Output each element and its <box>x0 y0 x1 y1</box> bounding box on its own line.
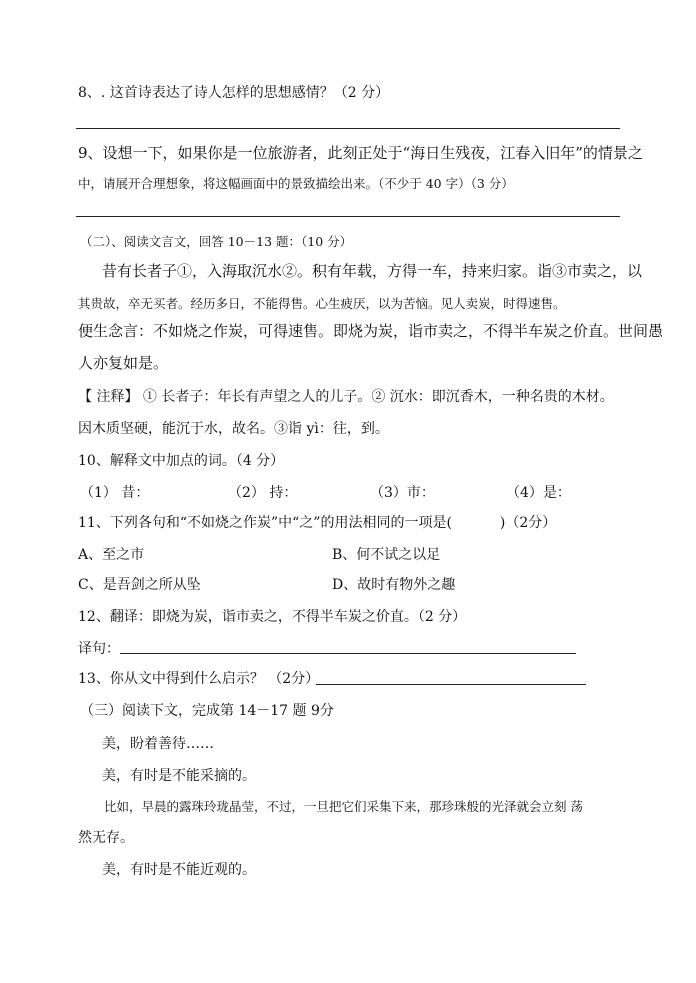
question-13: 13、你从文中得到什么启示？ （2分） <box>78 671 320 687</box>
q10-item-2: （2） 持： <box>228 485 298 501</box>
question-12: 12、翻译：即烧为炭，诣市卖之，不得半车炭之价直。（2 分） <box>78 609 467 625</box>
essay-paragraph-1: 美，盼着善待…… <box>102 736 214 752</box>
essay-paragraph-3-line-1: 比如，早晨的露珠玲珑晶莹，不过，一旦把它们采集下来，那珍珠般的光泽就会立刻 荡 <box>104 799 583 814</box>
section-2-header: （二）、阅读文言文，回答 10－13 题：（10 分） <box>80 234 353 249</box>
q11-option-a: A、至之市 <box>78 547 145 563</box>
question-9-line-1: 9、设想一下，如果你是一位旅游者，此刻正处于“海日生残夜，江春入旧年”的情景之 <box>78 144 643 162</box>
passage-line-4: 人亦复如是。 <box>78 354 169 372</box>
q12-answer-label: 译句： <box>78 641 120 657</box>
question-11 <box>78 512 556 532</box>
essay-paragraph-3-line-2: 然无存。 <box>78 830 134 846</box>
essay-paragraph-2: 美，有时是不能采摘的。 <box>102 768 256 784</box>
question-11-stem: 11、下列各句和“不如烧之作炭”中“之”的用法相同的一项是( <box>78 515 452 531</box>
q10-item-4: （4）是： <box>506 485 571 501</box>
passage-line-1: 昔有长者子①，入海取沉水②。积有年载，方得一车，持来归家。诣③市卖之，以 <box>102 262 643 280</box>
q10-item-3: （3）市： <box>370 485 435 501</box>
q11-option-b: B、何不试之以足 <box>332 547 441 563</box>
essay-paragraph-4: 美，有时是不能近观的。 <box>102 862 256 878</box>
section-3-header: （三）阅读下文，完成第 14－17 题 9分 <box>80 703 334 719</box>
question-10: 10、解释文中加点的词。（4 分） <box>78 453 285 469</box>
notes-line-2: 因木质坚硬，能沉于水，故名。③诣 yì：往，到。 <box>78 421 389 437</box>
passage-line-2: 其贵故，卒无买者。经历多日，不能得售。心生疲厌，以为苦恼。见人卖炭，时得速售。 <box>78 296 566 311</box>
answer-line-q8 <box>76 128 620 129</box>
q10-item-1: （1） 昔： <box>80 485 150 501</box>
question-8: 8、. 这首诗表达了诗人怎样的思想感情？（2 分） <box>78 85 390 101</box>
answer-line-q9 <box>76 216 620 217</box>
question-9-line-2: 中，请展开合理想象，将这幅画面中的景致描绘出来。（不少于 40 字）（3 分） <box>78 176 514 191</box>
passage-line-3: 便生念言：不如烧之作炭，可得速售。即烧为炭，诣市卖之，不得半车炭之价直。世间愚 <box>78 322 664 340</box>
answer-line-q12[interactable] <box>120 653 576 654</box>
question-11-points: )（2分） <box>499 515 557 531</box>
answer-line-q13[interactable] <box>316 684 586 685</box>
q11-option-d: D、故时有物外之趣 <box>332 577 456 593</box>
q11-option-c: C、是吾剑之所从坠 <box>78 577 201 593</box>
notes-line-1: 【 注释】 ① 长者子：年长有声望之人的儿子。② 沉水：即沉香木，一种名贵的木材。 <box>78 389 614 405</box>
